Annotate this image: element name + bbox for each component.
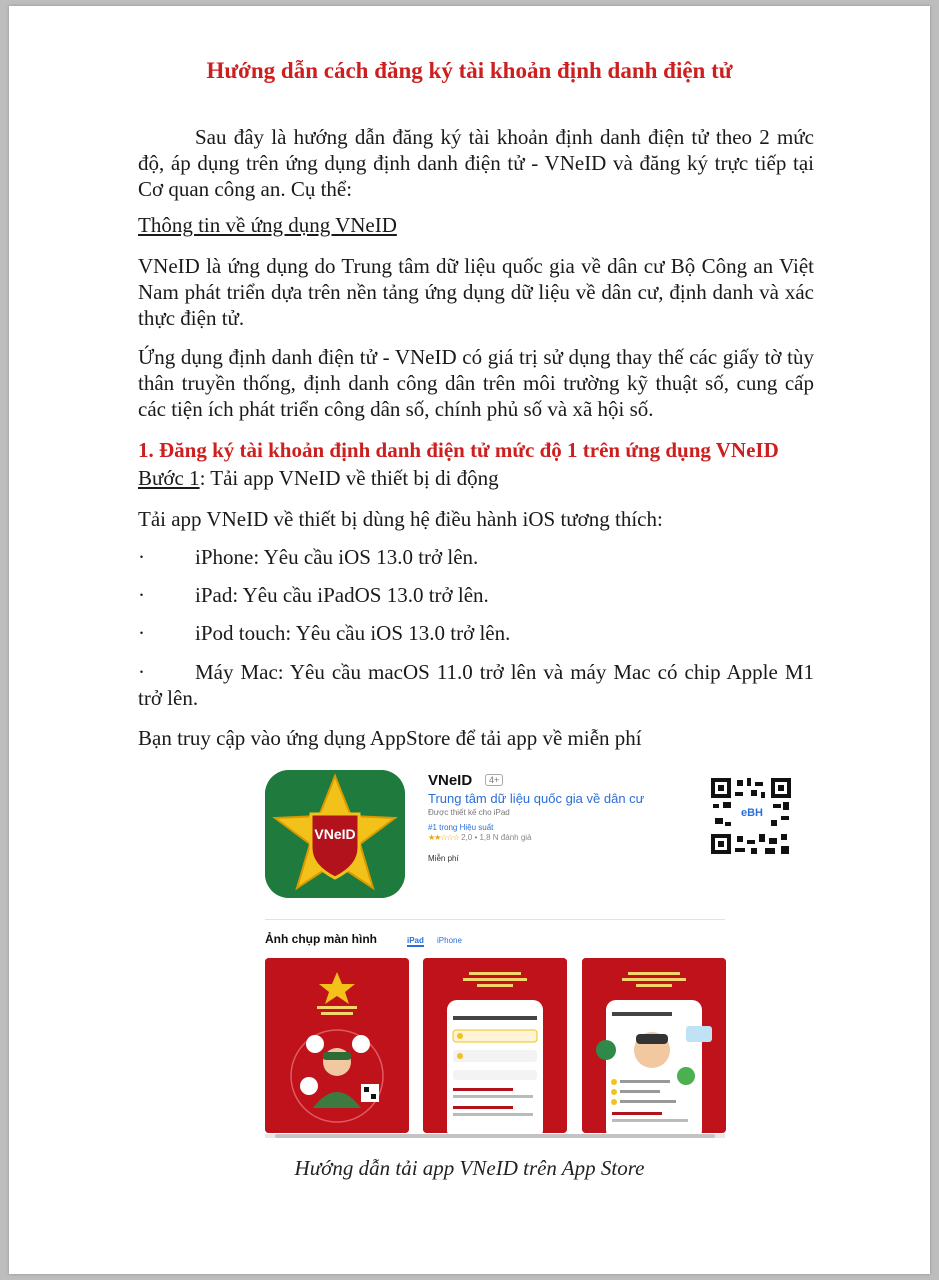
rating-text: 2,0 • 1,8 N đánh giá xyxy=(461,833,532,842)
figure-caption: Hướng dẫn tải app VNeID trên App Store xyxy=(294,1156,645,1180)
developer-link[interactable]: Trung tâm dữ liệu quốc gia về dân cư xyxy=(428,791,645,806)
tab-ipad[interactable]: iPad xyxy=(407,936,424,945)
app-name[interactable]: VNeID xyxy=(428,772,473,789)
appstore-text: Bạn truy cập vào ứng dụng AppStore để tải app về miễn phí xyxy=(138,726,642,750)
horizontal-scrollbar[interactable] xyxy=(265,1134,725,1138)
bullet-item xyxy=(138,659,814,711)
rank-text[interactable]: #1 trong Hiệu suất xyxy=(428,823,494,832)
bullet-text: Máy Mac: Yêu cầu macOS 11.0 trở lên và máy Mac có chip Apple M1 trở lên. xyxy=(138,660,814,710)
screenshot-card[interactable] xyxy=(265,958,409,1133)
bullet-text: iPod touch: Yêu cầu iOS 13.0 trở lên. xyxy=(195,621,511,645)
screenshot-card[interactable] xyxy=(582,958,726,1133)
divider xyxy=(265,919,725,920)
bullet-item xyxy=(138,582,814,608)
section-app-info-label: Thông tin về ứng dụng VNeID xyxy=(138,213,397,237)
bullet-text: iPad: Yêu cầu iPadOS 13.0 trở lên. xyxy=(195,583,489,607)
step-1 xyxy=(138,465,814,491)
document-title: Hướng dẫn cách đăng ký tài khoản định danh điện tử xyxy=(206,58,733,83)
scrollbar-thumb[interactable] xyxy=(275,1134,715,1138)
rating xyxy=(428,833,532,842)
bullet-text: iPhone: Yêu cầu iOS 13.0 trở lên. xyxy=(195,545,479,569)
document-page xyxy=(9,6,930,1274)
price-text: Miễn phí xyxy=(428,854,459,863)
screenshot-card[interactable] xyxy=(423,958,567,1133)
age-rating-badge: 4+ xyxy=(485,774,503,786)
rating-stars-icon: ★★☆☆☆ xyxy=(428,833,459,842)
vneid-paragraph: VNeID là ứng dụng do Trung tâm dữ liệu quốc gia về dân cư Bộ Công an Việt Nam phát triển dựa trên nền tảng ứng dụng dữ liệu về dân cư, định danh và xác thực điện tử. xyxy=(138,254,814,330)
app-paragraph: Ứng dụng định danh điện tử - VNeID có giá trị sử dụng thay thế các giấy tờ tùy thân truyền thống, định danh công dân trên môi trường kỹ thuật số, cung cấp các tiện ích phát triển công dân số, chính phủ số và xã hội số. xyxy=(138,345,814,421)
bullet-dot: · xyxy=(138,545,145,569)
bullet-item xyxy=(138,620,814,646)
qr-code xyxy=(711,778,791,854)
screenshot-illustration-icon xyxy=(265,958,409,1133)
bullet-dot: · xyxy=(138,660,145,684)
section-app-info xyxy=(138,212,814,238)
app-icon-label: VNeID xyxy=(314,826,356,842)
app-icon[interactable] xyxy=(265,770,405,898)
heading-level-1: 1. Đăng ký tài khoản định danh điện tử mức độ 1 trên ứng dụng VNeID xyxy=(138,438,779,462)
step-label: Bước 1 xyxy=(138,466,200,490)
intro-paragraph: Sau đây là hướng dẫn đăng ký tài khoản định danh điện tử theo 2 mức độ, áp dụng trên ứng dụng định danh điện tử - VNeID và đăng ký trực tiếp tại Cơ quan công an. Cụ thể: xyxy=(138,125,814,201)
ios-intro: Tải app VNeID về thiết bị dùng hệ điều hành iOS tương thích: xyxy=(138,507,663,531)
step-text: : Tải app VNeID về thiết bị di động xyxy=(199,466,499,490)
screenshots-title: Ảnh chụp màn hình xyxy=(265,932,377,946)
bullet-item xyxy=(138,544,814,570)
tab-iphone[interactable]: iPhone xyxy=(437,936,462,945)
designed-for-text: Được thiết kế cho iPad xyxy=(428,808,510,817)
appstore-figure xyxy=(262,766,763,1138)
screenshot-phone-form-icon xyxy=(423,958,567,1133)
bullet-dot: · xyxy=(138,583,145,607)
qr-label: eBH xyxy=(740,807,763,819)
bullet-dot: · xyxy=(138,621,145,645)
screenshot-phone-profile-icon xyxy=(582,958,726,1133)
